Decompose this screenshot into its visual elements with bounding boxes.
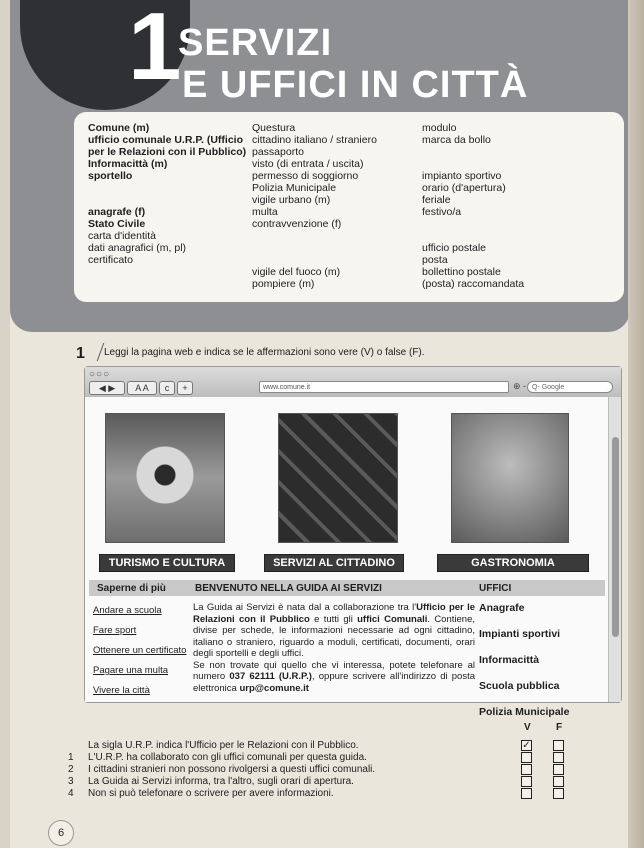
sunflower-icon (136, 446, 194, 504)
exercise-divider (87, 343, 105, 361)
vocab-item: feriale (422, 194, 451, 206)
statement-item: 1 L'U.R.P. ha collaborato con gli uffici comunali per questa guida. (68, 752, 367, 763)
vocab-item: permesso di soggiorno (252, 170, 359, 182)
office-sport-facilities[interactable]: Impianti sportivi (479, 628, 561, 640)
keyboard-photo (278, 413, 398, 543)
vocabulary-column-2 (252, 122, 377, 290)
unit-number: 1 (128, 0, 182, 100)
unit-title-line2: E UFFICI IN CITTÀ (182, 64, 529, 106)
email-link[interactable]: urp@comune.it (239, 682, 309, 694)
checkbox-f-1[interactable] (553, 752, 564, 763)
category-citizen-services[interactable]: SERVIZI AL CITTADINO (264, 554, 404, 572)
book-gutter (628, 0, 644, 848)
vocab-item: modulo (422, 122, 457, 134)
true-column-label: V (524, 722, 531, 733)
back-forward-button[interactable]: ◀ ▶ (89, 381, 125, 395)
child-eating-photo (451, 413, 569, 543)
link-certificate[interactable]: Ottenere un certificato (93, 645, 187, 656)
checkbox-f-4[interactable] (553, 788, 564, 799)
feed-icon[interactable]: ⊕ - (513, 381, 527, 391)
browser-window (84, 366, 622, 718)
vocab-item: carta d'identità (88, 230, 156, 242)
vocabulary-column-3 (422, 122, 524, 290)
link-fine[interactable]: Pagare una multa (93, 665, 168, 676)
checkbox-f-2[interactable] (553, 764, 564, 775)
vocab-item: Questura (252, 122, 296, 134)
vocab-item: contravvenzione (f) (252, 218, 342, 230)
statement-list (68, 740, 376, 800)
checkbox-v-3[interactable] (521, 776, 532, 787)
vocab-item: orario (d'apertura) (422, 182, 506, 194)
checkbox-v-4[interactable] (521, 788, 532, 799)
text-size-button[interactable]: A A (127, 381, 157, 395)
vocab-item: impianto sportivo (422, 170, 502, 182)
window-controls[interactable]: ○○○ (89, 369, 111, 380)
browser-toolbar (85, 367, 621, 397)
sunflower-photo (105, 413, 225, 543)
vocabulary-box (74, 112, 624, 302)
statement-item: 3 La Guida ai Servizi informa, tra l'altro, sugli orari di apertura. (68, 776, 354, 787)
header-welcome: BENVENUTO NELLA GUIDA AI SERVIZI (195, 583, 382, 594)
vocab-item: bollettino postale (422, 266, 501, 278)
false-column-label: F (556, 722, 563, 733)
address-bar[interactable]: www.comune.it (259, 381, 509, 393)
office-public-school[interactable]: Scuola pubblica (479, 680, 560, 692)
vocab-item: sportello (88, 170, 133, 182)
category-gastronomy[interactable]: GASTRONOMIA (437, 554, 589, 572)
vocab-item: multa (252, 206, 278, 218)
exercise-number: 1 (76, 345, 85, 362)
vocab-item: (posta) raccomandata (422, 278, 525, 290)
office-anagrafe[interactable]: Anagrafe (479, 602, 525, 614)
header-offices: UFFICI (479, 583, 512, 594)
unit-title-line1: SERVIZI (178, 22, 333, 64)
statement-item: 4 Non si può telefonare o scrivere per avere informazioni. (68, 788, 334, 799)
office-list (479, 602, 569, 732)
vocab-item: visto (di entrata / uscita) (252, 158, 364, 170)
search-input[interactable]: Q- Google (527, 381, 613, 393)
vocabulary-column-1 (88, 122, 246, 266)
vocab-item: marca da bollo (422, 134, 491, 146)
vocab-item: Stato Civile (88, 218, 146, 230)
textbook-page (10, 0, 630, 848)
office-informacitta[interactable]: Informacittà (479, 654, 540, 666)
category-tourism[interactable]: TURISMO E CULTURA (99, 554, 235, 572)
vocab-item: vigile urbano (m) (252, 194, 331, 206)
scrollbar[interactable] (608, 397, 621, 702)
link-list (93, 605, 193, 705)
statement-item: 2 I cittadini stranieri non possono rivolgersi a questi uffici comunali. (68, 764, 376, 775)
vocab-item: Informacittà (m) (88, 158, 168, 170)
reload-button[interactable]: c (159, 381, 175, 395)
vocab-item: dati anagrafici (m, pl) (88, 242, 187, 254)
vocab-item: certificato (88, 254, 133, 266)
statement-example: La sigla U.R.P. indica l'Ufficio per le Relazioni con il Pubblico. (88, 740, 359, 751)
vocab-item: anagrafe (f) (88, 206, 146, 218)
checkbox-v-2[interactable] (521, 764, 532, 775)
vocab-item: pompiere (m) (252, 278, 315, 290)
checkbox-f-3[interactable] (553, 776, 564, 787)
checkbox-v-example[interactable]: ✓ (522, 740, 531, 751)
vocab-item: Polizia Municipale (252, 182, 337, 194)
link-sport[interactable]: Fare sport (93, 625, 137, 636)
link-city[interactable]: Vivere la città (93, 685, 150, 696)
web-page (85, 397, 609, 718)
office-municipal-police[interactable]: Polizia Municipale (479, 706, 570, 718)
scrollbar-thumb[interactable] (612, 437, 619, 637)
vocab-item: cittadino italiano / straniero (252, 134, 377, 146)
vocab-item: Comune (m) (88, 122, 150, 134)
exercise-instruction: Leggi la pagina web e indica se le affermazioni sono vere (V) o false (F). (104, 347, 425, 358)
checkbox-v-1[interactable] (521, 752, 532, 763)
vocab-item: vigile del fuoco (m) (252, 266, 341, 278)
header-learn-more: Saperne di più (97, 583, 166, 594)
vocab-item: festivo/a (422, 206, 462, 218)
vocab-item: per le Relazioni con il Pubblico) (88, 146, 247, 158)
vocab-item: ufficio comunale U.R.P. (Ufficio (88, 134, 243, 146)
page-number: 6 (48, 820, 74, 846)
vocab-item: passaporto (252, 146, 304, 158)
add-bookmark-button[interactable]: + (177, 381, 193, 395)
checkbox-f-example[interactable] (553, 740, 564, 751)
welcome-text: La Guida ai Servizi è nata dal a collaborazione tra l'Ufficio per le Relazioni con il Pubblico e tutti gli uffici Comunali. Contiene, divise per schede, le informazioni necessarie ad ogni cittadino, italiano o straniero, riguardo a moduli, certificati, documenti, orari degli sportelli e degli uffici. Se non trovate qui quello che vi interessa, potete telefonare al numero 037 62111 (U.R.P.), oppure scrivere all'indirizzo di posta elettronica urp@comune.it (193, 602, 476, 694)
vocab-item: ufficio postale (422, 242, 487, 254)
vocab-item: posta (422, 254, 448, 266)
link-school[interactable]: Andare a scuola (93, 605, 162, 616)
